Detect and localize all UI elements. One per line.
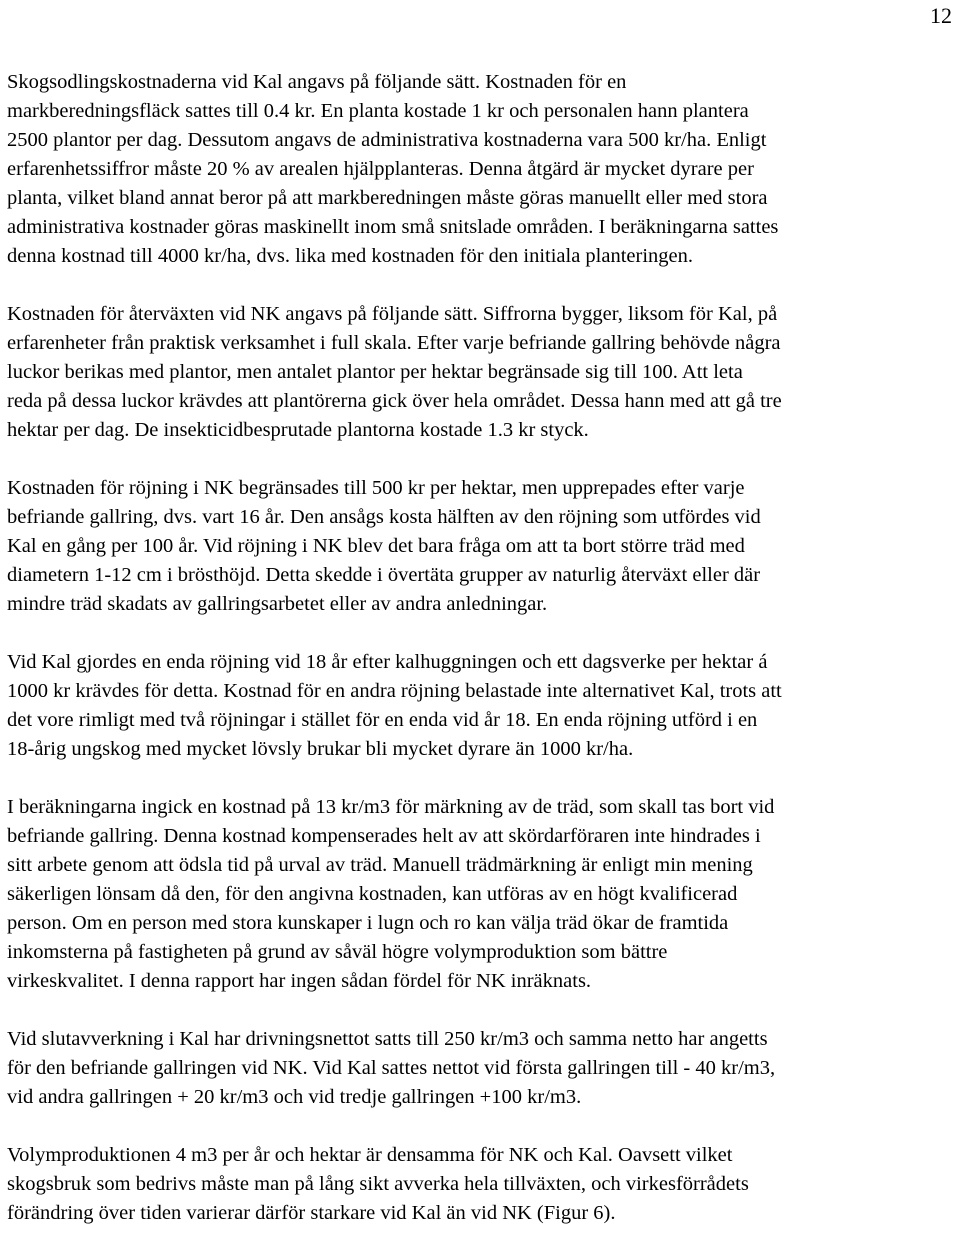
text-line: Kal en gång per 100 år. Vid röjning i NK blev det bara fråga om att ta bort större träd med	[7, 535, 745, 557]
text-line: luckor berikas med plantor, men antalet plantor per hektar begränsade sig till 100. Att leta	[7, 361, 743, 383]
text-line: Skogsodlingskostnaderna vid Kal angavs på följande sätt. Kostnaden för en	[7, 71, 627, 93]
paragraph-cleaning-nk	[7, 474, 957, 619]
text-line: person. Om en person med stora kunskaper i lugn och ro kan välja träd ökar de framtida	[7, 912, 729, 934]
text-line: säkerligen lönsam då den, för den angivna kostnaden, kan utföras av en högt kvalificerad	[7, 883, 738, 905]
paragraph-harvest-net	[7, 1025, 957, 1112]
text-line: denna kostnad till 4000 kr/ha, dvs. lika med kostnaden för den initiala planteringen.	[7, 245, 694, 267]
text-line: befriande gallring. Denna kostnad kompenserades helt av att skördarföraren inte hindrades i	[7, 825, 761, 847]
text-line: erfarenheter från praktisk verksamhet i full skala. Efter varje befriande gallring behövde några	[7, 332, 781, 354]
text-line: markberedningsfläck sattes till 0.4 kr. En planta kostade 1 kr och personalen hann plantera	[7, 100, 749, 122]
text-line: Volymproduktionen 4 m3 per år och hektar är densamma för NK och Kal. Oavsett vilket	[7, 1144, 733, 1166]
body-text	[7, 68, 957, 1257]
text-line: planta, vilket bland annat beror på att markberedningen måste göras manuellt eller med stora	[7, 187, 768, 209]
paragraph-cleaning-kal	[7, 648, 957, 764]
text-line: Vid slutavverkning i Kal har drivningsnettot satts till 250 kr/m3 och samma netto har angetts	[7, 1028, 768, 1050]
text-line: för den befriande gallringen vid NK. Vid Kal sattes nettot vid första gallringen till - 40 kr/m3,	[7, 1057, 776, 1079]
text-line: I beräkningarna ingick en kostnad på 13 kr/m3 för märkning av de träd, som skall tas bort vid	[7, 796, 775, 818]
text-line: reda på dessa luckor krävdes att plantörerna gick över hela området. Dessa hann med att gå tre	[7, 390, 782, 412]
page-number: 12	[930, 3, 952, 28]
text-line: mindre träd skadats av gallringsarbetet eller av andra anledningar.	[7, 593, 548, 615]
text-line: 1000 kr krävdes för detta. Kostnad för en andra röjning belastade inte alternativet Kal, trots att	[7, 680, 782, 702]
text-line: hektar per dag. De insekticidbesprutade plantorna kostade 1.3 kr styck.	[7, 419, 589, 441]
text-line: skogsbruk som bedrivs måste man på lång sikt avverka hela tillväxten, och virkesförrådets	[7, 1173, 749, 1195]
text-line: 18-årig ungskog med mycket lövsly brukar bli mycket dyrare än 1000 kr/ha.	[7, 738, 634, 760]
text-line: inkomsterna på fastigheten på grund av såväl högre volymproduktion som bättre	[7, 941, 668, 963]
text-line: förändring över tiden varierar därför starkare vid Kal än vid NK (Figur 6).	[7, 1202, 616, 1224]
text-line: Vid Kal gjordes en enda röjning vid 18 år efter kalhuggningen och ett dagsverke per hektar á	[7, 651, 768, 673]
text-line: administrativa kostnader göras maskinellt inom små snitslade områden. I beräkningarna sattes	[7, 216, 779, 238]
text-line: vid andra gallringen + 20 kr/m3 och vid tredje gallringen +100 kr/m3.	[7, 1086, 582, 1108]
paragraph-tree-marking	[7, 793, 957, 996]
text-line: befriande gallring, dvs. vart 16 år. Den ansågs kosta hälften av den röjning som utfördes vid	[7, 506, 761, 528]
text-line: det vore rimligt med två röjningar i stället för en enda vid år 18. En enda röjning utförd i en	[7, 709, 758, 731]
text-line: sitt arbete genom att ödsla tid på urval av träd. Manuell trädmärkning är enligt min mening	[7, 854, 753, 876]
text-line: diametern 1-12 cm i brösthöjd. Detta skedde i övertäta grupper av naturlig återväxt eller där	[7, 564, 761, 586]
text-line: 2500 plantor per dag. Dessutom angavs de administrativa kostnaderna vara 500 kr/ha. Enligt	[7, 129, 767, 151]
paragraph-regeneration-nk	[7, 300, 957, 445]
text-line: virkeskvalitet. I denna rapport har ingen sådan fördel för NK inräknats.	[7, 970, 592, 992]
text-line: erfarenhetssiffror måste 20 % av arealen hjälpplanteras. Denna åtgärd är mycket dyrare per	[7, 158, 754, 180]
paragraph-volume-production	[7, 1141, 957, 1228]
text-line: Kostnaden för röjning i NK begränsades till 500 kr per hektar, men upprepades efter varje	[7, 477, 745, 499]
paragraph-seed-costs-kal	[7, 68, 957, 271]
text-line: Kostnaden för återväxten vid NK angavs på följande sätt. Siffrorna bygger, liksom för Kal, på	[7, 303, 778, 325]
